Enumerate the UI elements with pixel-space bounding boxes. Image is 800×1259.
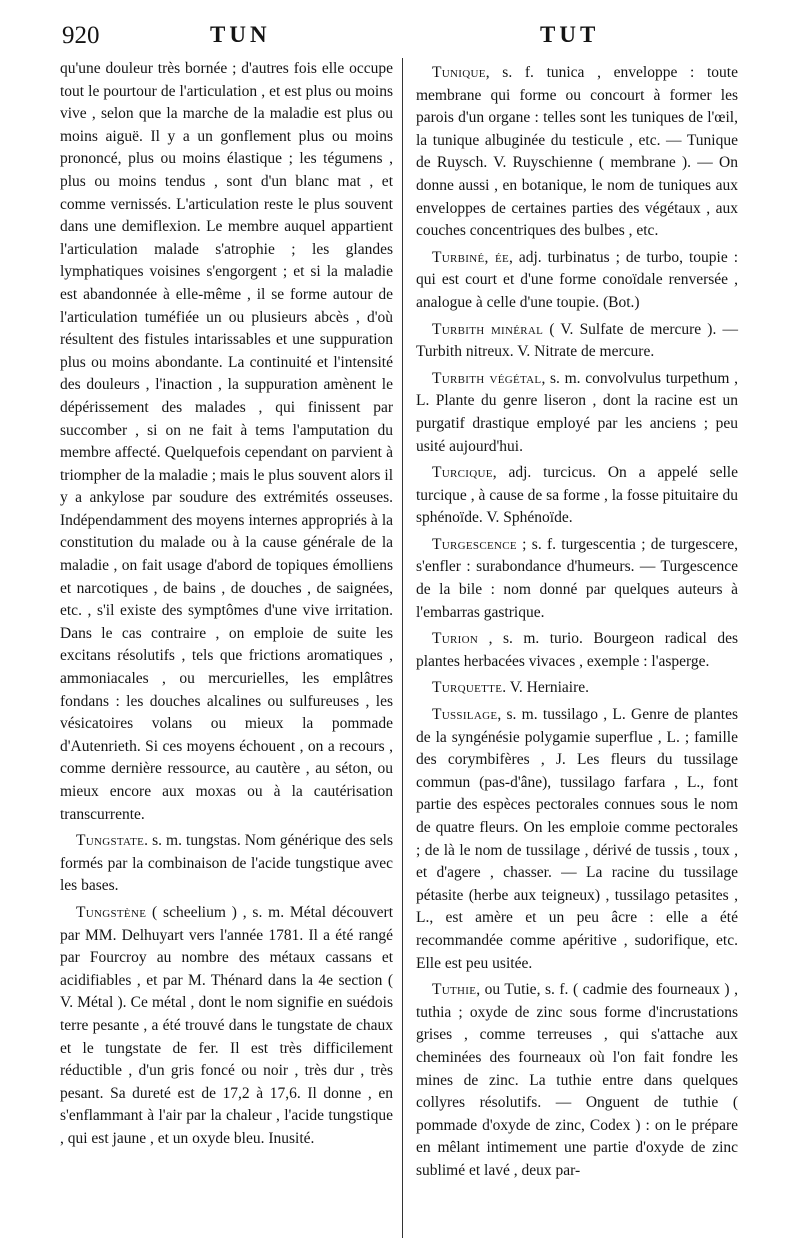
entry-turbith-mineral [416,319,738,364]
entry-text: , s. f. tunica , enveloppe : toute membrane qui forme ou concourt à former les parois d'un organe : telles sont les tuniques de l'œil, la tunique albuginée du testicule , etc. — Tunique de Ruysch. V. Ruyschienne ( membrane ). — On donne aussi , en botanique, le nom de tuniques aux enveloppes de certaines parties des végétaux , aux couches concentriques des bulbes , etc. [416,64,738,240]
entry-tuthie [416,979,738,1182]
entry-text: , adj. turcicus. On a appelé selle turcique , à cause de sa forme , la fosse pituitaire du sphénoïde. V. Sphénoïde. [416,464,738,527]
headword: Turcique [432,464,493,482]
right-running-head: TUT [540,22,600,47]
entry-tunique [416,62,738,243]
headword: Turbith minéral [432,320,544,338]
headword: Turion [432,630,479,648]
continuation-paragraph: qu'une douleur très bornée ; d'autres fois elle occupe tout le pourtour de l'articulation , et est plus ou moins vive , selon que la marche de la maladie est plus ou moins aiguë. Il y a un gonflement plus ou moins prononcé, plus ou moins élastique ; les tégumens , plus ou moins tendus , sont d'un blanc mat , et comme vernissés. L'articulation reste le plus souvent dans une demiflexion. Le membre auquel appartient l'articulation malade s'atrophie ; les glandes lymphatiques voisines s'engorgent ; et si la maladie est abandonnée à elle-même , il se forme autour de l'articulation tuméfiée un ou plusieurs abcès , d'où résultent des fistules intarissables et une suppuration plus ou moins abondante. La continuité et l'intensité des douleurs , l'inaction , la suppuration amènent le dépérissement des malades , qui finissent par succomber , si on ne fait à tems l'amputation du membre affecté. Quelquefois cependant on parvient à triompher de la maladie ; mais le plus souvent alors il y a ankylose par soudure des extrémités osseuses. Indépendamment des moyens internes appropriés à la constitution du malade ou à la cause générale de la maladie , on fait usage d'abord de topiques émolliens et narcotiques , de bains , de douches , de saignées, etc. , s'il existe des symptômes d'une vive irritation. Dans le cas contraire , on emploie de suite les excitans résolutifs , tels que frictions aromatiques , ammoniacales , ou mercurielles, les emplâtres fondans : les douches alcalines ou sulfureuses , les vésicatoires volans ou mieux la pommade d'Autenrieth. Si ces moyens échouent , on a recours , comme dernière ressource, au cautère , au séton, ou mieux encore aux moxas ou à la cautérisation transcurrente. [60,60,393,823]
entry-turbine [416,247,738,315]
entry-text: , adj. turbinatus ; de turbo, toupie : qui est court et d'une forme conoïdale renversée , analogue à celle d'une toupie. (Bot.) [416,248,738,311]
right-column [416,58,738,1183]
entry-text: , s. m. tussilago , L. Genre de plantes de la syngénésie polygamie superflue , L. ; famille des corymbifères , J. Les fleurs du tussilage commun (pas-d'âne), tussilago farfara , L., font partie des espèces pectorales connues sous le nom de quatre fleurs. On les emploie comme pectorales ; de là le nom de tussilage , dérivé de tussis , toux , et d'agere , chasser. — La racine du tussilage pétasite (herbe aux teigneux) , tussilago petasites , L., est amère et un peu âcre : elle a été recommandée comme apéritive , sudorifique, etc. Elle est peu usitée. [416,706,738,972]
entry-text: . V. Herniaire. [502,679,590,697]
entry-text: ; s. f. turgescentia ; de turgescere, s'enfler : surabondance d'humeurs. — Turgescence de la bile : nom donné par quelques auteurs à l'embarras gastrique. [416,535,738,621]
entry-text: ( V. Sulfate de mercure ). — Turbith nitreux. V. Nitrate de mercure. [416,320,738,361]
page-number: 920 [62,22,100,49]
left-running-head: TUN [210,22,271,47]
headword: Tungstate [76,832,145,850]
entry-turion [416,628,738,673]
entry-text: ( scheelium ) , s. m. Métal découvert par MM. Delhuyart vers l'année 1781. Il a été rangé par Fourcroy au nombre des métaux cassans et acidifiables , et par M. Thénard dans la 4e section ( V. Métal ). Ce métal , dont le nom signifie en suédois terre pesante , a été trouvé dans le tungstate de chaux et le tungstate de fer. Il est très difficilement réductible , d'un gris foncé ou noir , très dur , très pesant. Sa dureté est de 17,2 à 17,6. Il donne , en s'enflammant à l'air par la chaleur , l'acide tungstique , qui est jaune , et un oxyde bleu. Inusité. [60,903,393,1147]
entry-text: . s. m. tungstas. Nom générique des sels formés par la combinaison de l'acide tungstique avec les bases. [60,832,393,895]
column-divider [402,58,403,1238]
entry-turgescence [416,534,738,624]
headword: Turbith végétal [432,369,542,387]
entry-turquette [416,677,738,700]
headword: Turbiné, ée [432,248,509,266]
entry-turbith-vegetal [416,368,738,458]
headword: Tussilage [432,706,498,724]
entry-text: , s. m. turio. Bourgeon radical des plantes herbacées vivaces , exemple : l'asperge. [416,630,738,670]
headword: Turquette [432,679,503,697]
entry-text: , s. m. convolvulus turpethum , L. Plante du genre liseron , dont la racine est un purgatif drastique employé par les anciens ; peu usité aujourd'hui. [416,369,738,455]
entry-tungstene [60,902,393,1151]
left-column [60,58,393,1151]
entry-tungstate [60,830,393,898]
headword: Turgescence [432,535,517,553]
entry-turcique [416,462,738,530]
headword: Tuthie [432,981,477,999]
headword: Tunique [432,64,486,81]
entry-tussilage [416,704,738,975]
entry-text: , ou Tutie, s. f. ( cadmie des fourneaux ) , tuthia ; oxyde de zinc sous forme d'incrustations grises , comme terreuses , qui s'attache aux cheminées des fourneaux où l'on fait fondre les mines de zinc. La tuthie entre dans quelques collyres résolutifs. — Onguent de tuthie ( pommade d'oxyde de zinc, Codex ) : on le prépare en mêlant intimement une partie d'oxyde de zinc sublimé et lavé , deux par- [416,981,738,1179]
headword: Tungstène [76,903,147,921]
